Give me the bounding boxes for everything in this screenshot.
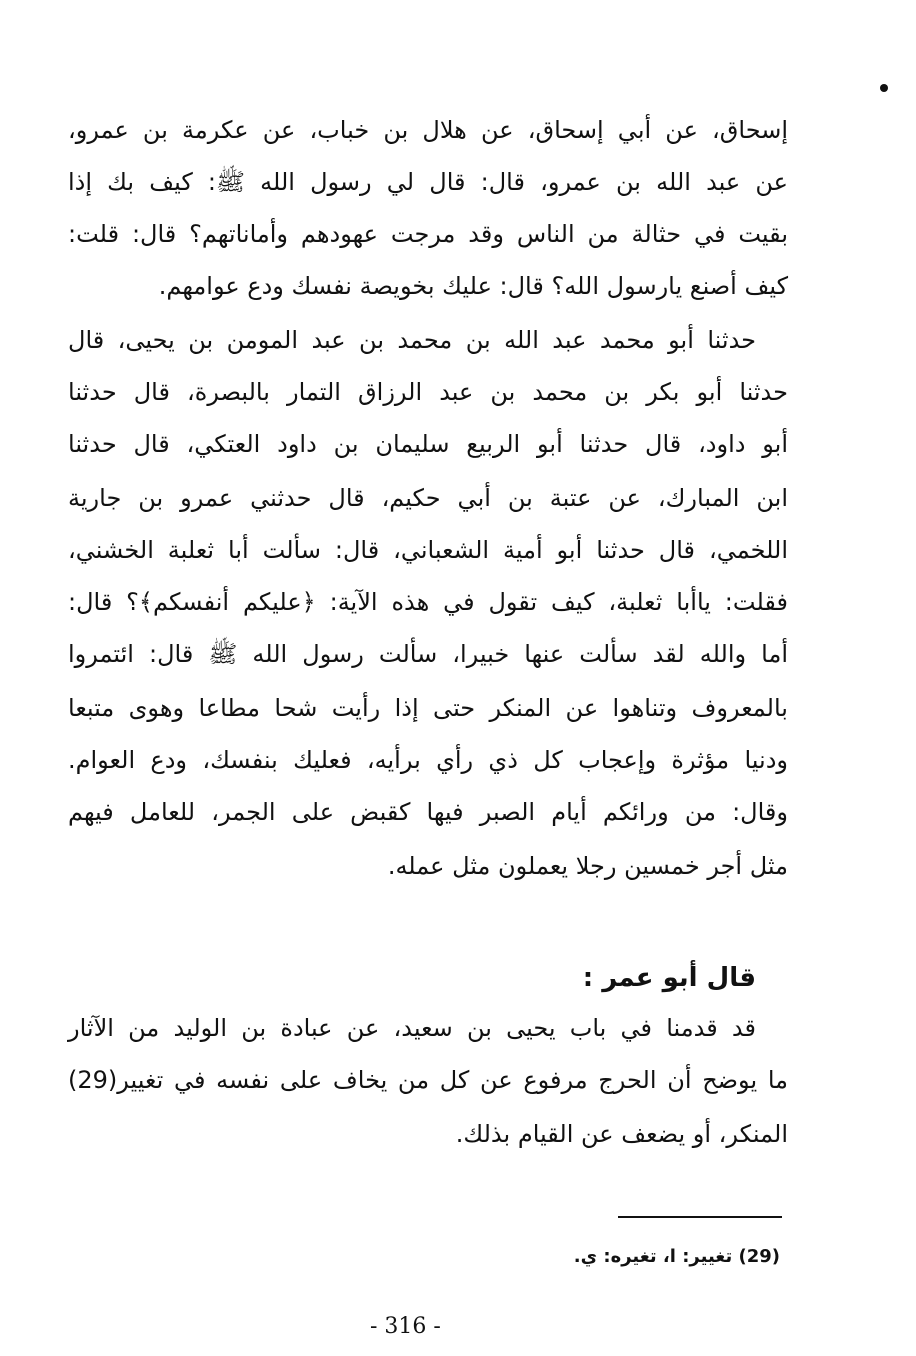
text-line-1: إسحاق، عن أبي إسحاق، عن هلال بن خباب، عن عكرمة بن عمرو، <box>68 116 788 144</box>
margin-dot <box>880 84 888 92</box>
footnote: (29) تغيير: ا، تغيره: ي. <box>573 1246 780 1267</box>
section-heading: قال أبو عمر : <box>582 963 756 993</box>
text-line-3: بقيت في حثالة من الناس وقد مرجت عهودهم وأماناتهم؟ قال: قلت: <box>68 220 788 248</box>
text-line-10: فقلت: ياأبا ثعلبة، كيف تقول في هذه الآية: ﴿عليكم أنفسكم﴾؟ قال: <box>68 588 788 616</box>
text-line-4: كيف أصنع يارسول الله؟ قال: عليك بخويصة نفسك ودع عوامهم. <box>158 272 788 300</box>
text-line-9: اللخمي، قال حدثنا أبو أمية الشعباني، قال: سألت أبا ثعلبة الخشني، <box>68 536 788 564</box>
text-line-7: أبو داود، قال حدثنا أبو الربيع سليمان بن داود العتكي، قال حدثنا <box>68 430 788 458</box>
text-line-13: ودنيا مؤثرة وإعجاب كل ذي رأي برأيه، فعليك بنفسك، ودع العوام. <box>68 746 788 774</box>
text-line-11: أما والله لقد سألت عنها خبيرا، سألت رسول الله ﷺ قال: ائتمروا <box>68 640 788 668</box>
text-line-14: وقال: من ورائكم أيام الصبر فيها كقبض على الجمر، للعامل فيهم <box>68 798 788 826</box>
page-number: - 316 - <box>370 1314 441 1339</box>
text-line-5: حدثنا أبو محمد عبد الله بن محمد بن عبد المومن بن يحيى، قال <box>68 326 756 354</box>
after-line-2: ما يوضح أن الحرج مرفوع عن كل من يخاف على نفسه في تغيير(29) <box>68 1066 788 1094</box>
after-line-1: قد قدمنا في باب يحيى بن سعيد، عن عبادة بن الوليد من الآثار <box>68 1014 756 1042</box>
text-line-2: عن عبد الله بن عمرو، قال: قال لي رسول الله ﷺ: كيف بك إذا <box>68 168 788 196</box>
after-line-3: المنكر، أو يضعف عن القيام بذلك. <box>455 1120 788 1148</box>
footnote-divider <box>618 1216 782 1218</box>
text-line-6: حدثنا أبو بكر بن محمد بن عبد الرزاق التمار بالبصرة، قال حدثنا <box>68 378 788 406</box>
text-line-15: مثل أجر خمسين رجلا يعملون مثل عمله. <box>387 852 788 880</box>
text-line-8: ابن المبارك، عن عتبة بن أبي حكيم، قال حدثني عمرو بن جارية <box>68 484 788 512</box>
text-line-12: بالمعروف وتناهوا عن المنكر حتى إذا رأيت شحا مطاعا وهوى متبعا <box>68 694 788 722</box>
